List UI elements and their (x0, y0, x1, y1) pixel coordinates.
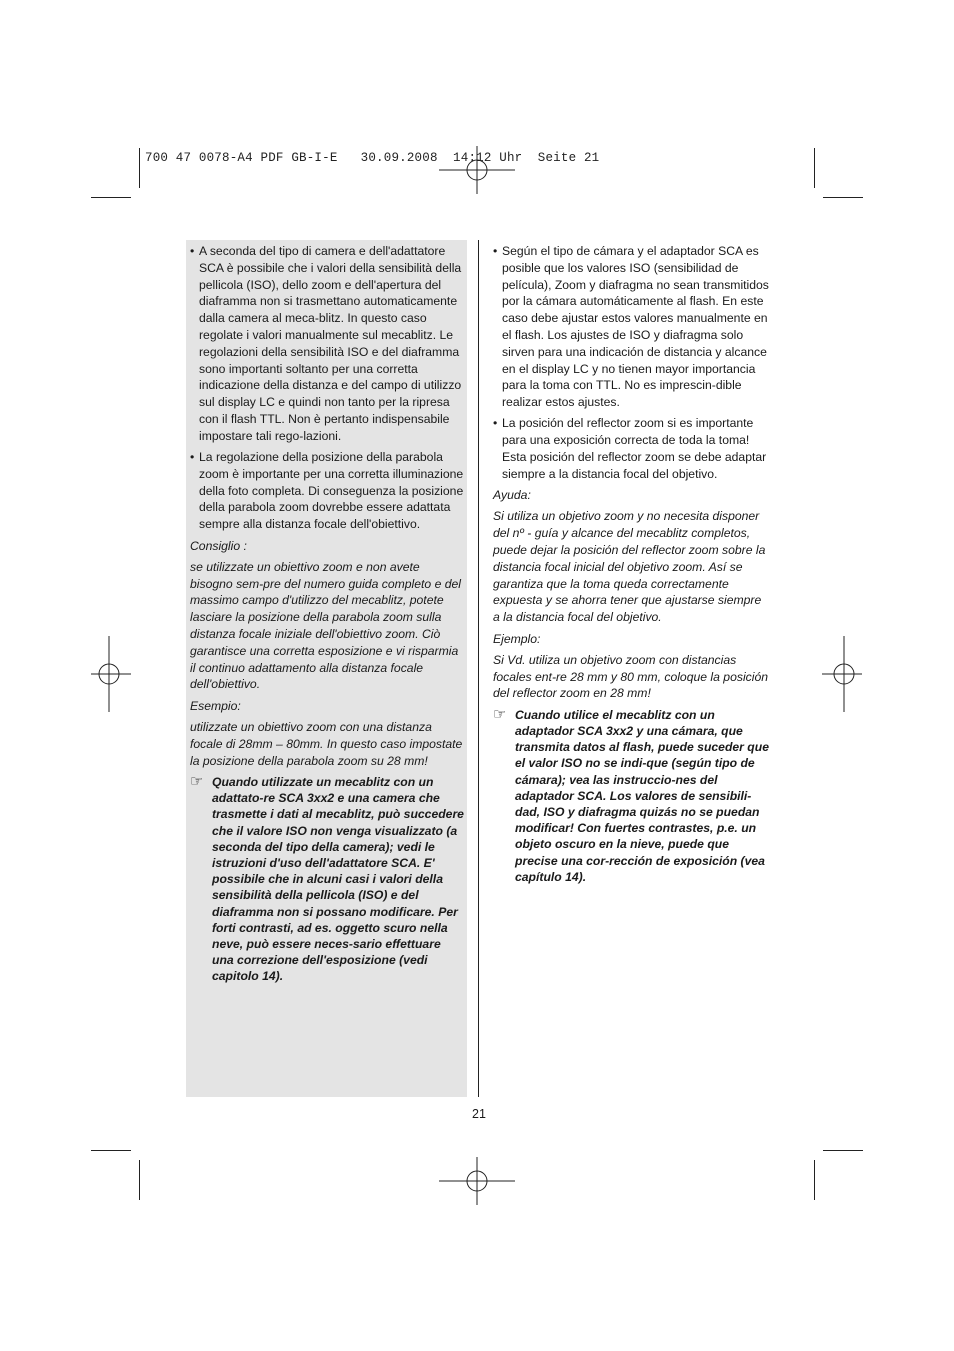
column-divider (478, 240, 479, 1097)
crop-mark-bottom-right-horizontal (823, 1150, 863, 1151)
crop-mark-top-right-horizontal (823, 197, 863, 198)
page-number: 21 (472, 1107, 486, 1121)
pointing-hand-icon: ☞ (190, 772, 204, 790)
right-tip-label: Ayuda: (493, 488, 531, 503)
registration-mark-top-icon (439, 132, 515, 208)
right-bullet-1: • Según el tipo de cámara y el adaptador SCA es posible que los valores ISO (sensibilidad de película), Zoom y diafragma no sean transmitidos por la cámara automáticamente al flash. En este caso debe ajustar estos valores manualmente en el flash. Los ajustes de ISO y diafragma solo sirven para una indicación de distancia y alcance en el display LC y no tienen mayor importancia para la toma con TTL. No es imprescin-dible realizar estos ajustes. (493, 244, 769, 410)
registration-mark-bottom-icon (439, 1143, 515, 1219)
print-slug: 700 47 0078-A4 PDF GB-I-E 30.09.2008 14:12 Uhr Seite 21 (145, 151, 600, 165)
left-example-label: Esempio: (190, 698, 241, 713)
registration-mark-right-icon (806, 636, 882, 712)
right-bullet-2: • La posición del reflector zoom si es importante para una exposición correcta de toda la toma! Esta posición del reflector zoom se debe adaptar siempre a la distancia focal del objetivo. (493, 416, 767, 481)
right-hint: ☞ Cuando utilice el mecablitz con un adaptador SCA 3xx2 y una cámara, que transmita datos al flash, puede suceder que el valor ISO no se indi-que (según tipo de cámara); vea las instruccio-nes del adaptador SCA. Los valores de sensibili-dad, ISO y diafragma quizás no se puedan modificar! Con fuertes contrastes, p.e. un objeto oscuro en la nieve, puede que precise una cor-rección de exposición (vea capítulo 14). (493, 705, 769, 884)
pointing-hand-icon: ☞ (493, 705, 507, 723)
left-example-text: utilizzate un obiettivo zoom con una distanza focale di 28mm – 80mm. In questo caso impostate la posizione della parabola zoom su 28 mm! (190, 720, 463, 768)
left-hint: ☞ Quando utilizzate un mecablitz con un adattato-re SCA 3xx2 e una camera che trasmette i dati al mecablitz, può succedere che il valore ISO non venga visualizzato (a seconda del tipo della camera); vedi le istruzioni d'uso dell'adattatore SCA. E' possibile che in alcuni casi i valori della sensibilità della pellicola (ISO) e del diaframma non si possano modificare. Per forti contrasti, ad es. oggetto scuro nella neve, può essere neces-sario effettuare una correzione dell'esposizione (vedi capitolo 14). (190, 772, 464, 984)
bullet-icon: • (493, 416, 498, 431)
left-bullet-2: • La regolazione della posizione della parabola zoom è importante per una corretta illuminazione della foto completa. Di conseguenza la posizione della parabola zoom dovrebbe essere adattata sempre alla distanza focale dell'obiettivo. (190, 450, 464, 532)
right-example-label: Ejemplo: (493, 631, 541, 646)
left-tip-text: se utilizzate un obiettivo zoom e non avete bisogno sem-pre del numero guida completo e del massimo campo d'utilizzo del mecablitz, potete lasciare la posizione della parabola zoom sulla distanza focale iniziale dell'obiettivo zoom. Ciò garantisce una corretta esposizione e vi risparmia il continuo adattamento alla distanza focale dell'obiettivo. (190, 559, 461, 692)
left-tip-label: Consiglio : (190, 538, 247, 553)
bullet-icon: • (190, 450, 195, 465)
bullet-icon: • (493, 244, 498, 258)
crop-mark-bottom-left-horizontal (91, 1150, 131, 1151)
left-column (190, 243, 464, 989)
crop-mark-top-left-horizontal (91, 197, 131, 198)
crop-mark-bottom-right-vertical (814, 1160, 815, 1200)
crop-mark-top-left-vertical (139, 148, 140, 188)
right-example-text: Si Vd. utiliza un objetivo zoom con distancias focales ent-re 28 mm y 80 mm, coloque la posición del reflector zoom en 28 mm! (493, 652, 769, 701)
registration-mark-left-icon (71, 636, 147, 712)
bullet-icon: • (190, 244, 195, 258)
right-column (493, 243, 769, 889)
right-tip-text: Si utiliza un objetivo zoom y no necesita disponer del nº - guía y alcance del mecablitz completos, puede dejar la posición del reflector zoom sobre la distancia focal inicial del objetivo zoom. Así se garantiza que la toma queda correctamente expuesta y se ahorra tener que ajustarse siempre a la distancia focal del objetivo. (493, 509, 766, 625)
left-bullet-1: • A seconda del tipo di camera e dell'adattatore SCA è possibile che i valori della sensibilità della pellicola (ISO), dello zoom e dell'apertura del diaframma non si trasmettano automaticamente dalla camera al meca-blitz. In questo caso regolate i valori manualmente sul mecablitz. Le regolazioni della sensibilità ISO e del diaframma sono importanti soltanto per una corretta indicazione della distanza e del campo di utilizzo sul display LC e quindi non tanto per la ripresa con il flash TTL. Non è pertanto indispensabile impostare tali rego-lazioni. (190, 244, 462, 443)
crop-mark-bottom-left-vertical (139, 1160, 140, 1200)
crop-mark-top-right-vertical (814, 148, 815, 188)
